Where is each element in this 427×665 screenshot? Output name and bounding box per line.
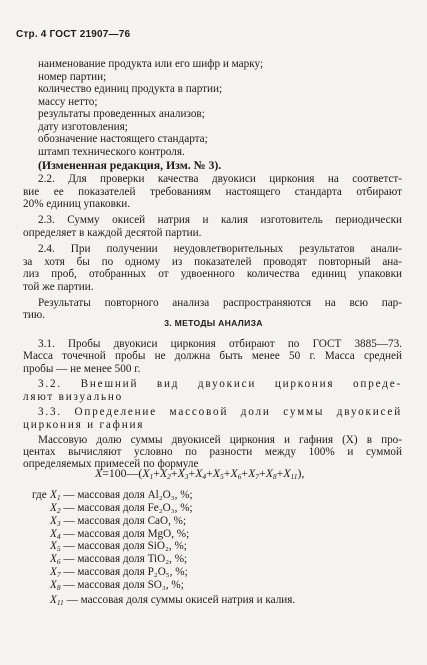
paragraph-line: 2.4. При получении неудовлетворительных результатов анали- bbox=[38, 243, 402, 255]
paragraph-line: Массовую долю суммы двуокисей циркония и гафния (X) в про- bbox=[38, 434, 402, 446]
definition-symbol: $X_4$ bbox=[50, 528, 61, 541]
paragraph-line: определяемых примесей по формуле bbox=[23, 458, 199, 470]
section-title: 3. МЕТОДЫ АНАЛИЗА bbox=[164, 318, 263, 328]
edition-note: (Измененная редакция, Изм. № 3). bbox=[38, 158, 222, 172]
paragraph-line: вие ее показателей требованиям настоящего стандарта отбирают bbox=[23, 186, 402, 198]
definition-symbol: $X_1$ bbox=[50, 489, 61, 502]
definition-symbol: $X_2$ bbox=[50, 502, 61, 515]
paragraph-line: той же партии. bbox=[23, 281, 94, 293]
definition-item bbox=[50, 540, 187, 553]
definition-item bbox=[50, 515, 186, 528]
list-item: наименование продукта или его шифр и марку; bbox=[38, 58, 264, 70]
definition-text: — массовая доля MgO, %; bbox=[60, 528, 190, 540]
definition-item bbox=[50, 489, 193, 502]
definition-item bbox=[50, 566, 188, 579]
definition-text: — массовая доля Fe₂O₃, %; bbox=[60, 502, 193, 514]
formula: $X=100—(X_1+X_2+X_3+X_4+X_5+X_6+X_7+X_8+X_{11})$, bbox=[95, 466, 305, 481]
list-item: штамп технического контроля. bbox=[38, 146, 185, 158]
paragraph-line: 3.3. Определение массовой доли суммы двуокисей bbox=[38, 406, 402, 418]
list-item: обозначение настоящего стандарта; bbox=[38, 133, 208, 145]
definition-text: — массовая доля CaO, %; bbox=[60, 515, 187, 527]
paragraph-line: тию. bbox=[23, 309, 46, 321]
paragraph-line: Масса точечной пробы не должна быть менее 50 г. Масса средней bbox=[23, 350, 402, 362]
definition-item bbox=[50, 594, 295, 607]
definition-text: — массовая доля Al₂O₃, %; bbox=[60, 489, 193, 501]
definition-symbol: $X_8$ bbox=[50, 579, 61, 592]
paragraph-line: лиз проб, отобранных от удвоенного количества единиц упаковки bbox=[23, 268, 402, 280]
definition-item bbox=[50, 553, 187, 566]
paragraph-line: за хотя бы по одному из показателей проводят повторный ана- bbox=[23, 256, 402, 268]
definition-item bbox=[50, 502, 193, 515]
list-item: результаты проведенных анализов; bbox=[38, 108, 205, 120]
definition-text: — массовая доля SiO₂, %; bbox=[60, 540, 187, 552]
list-item: дату изготовления; bbox=[38, 121, 128, 133]
definition-text: — массовая доля P₂O₅, %; bbox=[60, 566, 188, 578]
definition-symbol: $X_5$ bbox=[50, 540, 61, 553]
definition-text: — массовая доля TiO₂, %; bbox=[60, 553, 188, 565]
where-label: где bbox=[32, 489, 47, 501]
definition-symbol: $X_6$ bbox=[50, 553, 61, 566]
paragraph-line: 2.2. Для проверки качества двуокиси циркония на соответст- bbox=[38, 173, 402, 185]
definition-text: — массовая доля суммы окисей натрия и калия. bbox=[63, 594, 296, 606]
definition-symbol: $X_3$ bbox=[50, 515, 61, 528]
paragraph-line: 3.2. Внешний вид двуокиси циркония опреде- bbox=[38, 378, 402, 390]
paragraph-line: Результаты повторного анализа распространяются на всю пар- bbox=[38, 297, 402, 309]
definition-symbol: $X_7$ bbox=[50, 566, 61, 579]
paragraph-line: центах вычисляют условно по разности между 100% и суммой bbox=[23, 446, 402, 458]
paragraph-line: циркония и гафния bbox=[23, 419, 145, 431]
definition-symbol: $X_{11}$ bbox=[50, 594, 64, 607]
paragraph-line: определяет в каждой десятой партии. bbox=[23, 227, 202, 239]
list-item: массу нетто; bbox=[38, 96, 98, 108]
paragraph-line: 20% единиц упаковки. bbox=[23, 198, 131, 210]
definition-text: — массовая доля SO₃, %; bbox=[60, 579, 184, 591]
paragraph-line: 3.1. Пробы двуокиси циркония отбирают по ГОСТ 3885—73. bbox=[38, 338, 402, 350]
list-item: номер партии; bbox=[38, 71, 107, 83]
paragraph-line: 2.3. Сумму окисей натрия и калия изготовитель периодически bbox=[38, 214, 402, 226]
paragraph-line: пробы — не менее 500 г. bbox=[23, 363, 141, 375]
paragraph-line: ляют визуально bbox=[23, 391, 124, 403]
page-header: Стр. 4 ГОСТ 21907—76 bbox=[16, 29, 131, 40]
list-item: количество единиц продукта в партии; bbox=[38, 83, 223, 95]
definition-item bbox=[50, 579, 184, 592]
